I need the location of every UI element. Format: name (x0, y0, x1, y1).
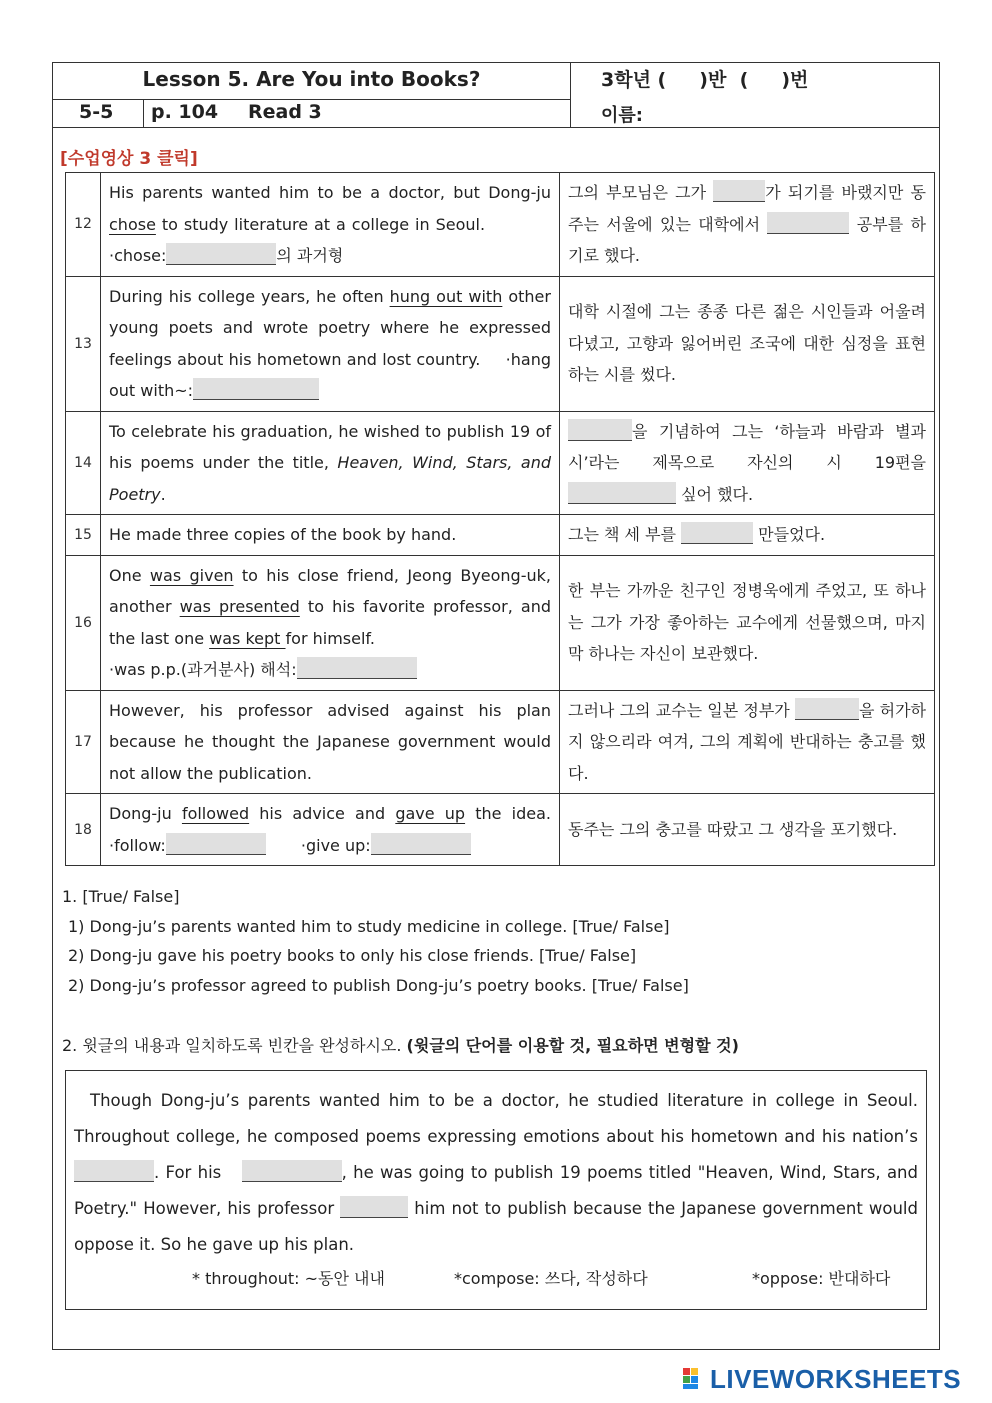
table-row (66, 555, 935, 690)
table-row (66, 515, 935, 556)
quiz-heading: 1. [True/ False] (62, 887, 180, 906)
korean-translation: 동주는 그의 충고를 따랐고 그 생각을 포기했다. (560, 794, 935, 866)
answer-blank[interactable] (568, 419, 632, 441)
page-reference: p. 104 (151, 101, 219, 123)
english-sentence: One was given to his close friend, Jeong Byeong-uk, another was presented to his favorite professor, and the last one was kept for himself. ·was p.p.(과거분사) 해석: (101, 555, 560, 690)
quiz-item[interactable]: 2) Dong-ju’s professor agreed to publish Dong-ju’s poetry books. [True/ False] (68, 975, 689, 995)
reading-table (65, 172, 935, 866)
answer-blank[interactable] (242, 1160, 342, 1182)
answer-blank[interactable] (166, 833, 266, 855)
table-row (66, 411, 935, 515)
table-row (66, 276, 935, 411)
name-label: 이름: (601, 105, 643, 126)
korean-translation: 그러나 그의 교수는 일본 정부가 을 허가하지 않으리라 여겨, 그의 계획에 반대하는 충고를 했다. (560, 690, 935, 794)
fill-in-note: (윗글의 단어를 이용할 것, 필요하면 변형할 것) (406, 1036, 739, 1055)
table-row (66, 690, 935, 794)
read-reference: Read 3 (248, 101, 322, 123)
gloss-compose: *compose: 쓰다, 작성하다 (454, 1269, 648, 1288)
grade-class-number: 3학년 ( )반 ( )번 (601, 69, 809, 91)
table-row (66, 794, 935, 866)
english-sentence: His parents wanted him to be a doctor, but Dong-ju chose to study literature at a college in Seoul. ·chose: 의 과거형 (101, 173, 560, 277)
english-sentence: However, his professor advised against his plan because he thought the Japanese government would not allow the publication. (101, 690, 560, 794)
answer-blank[interactable] (568, 482, 676, 504)
english-sentence: He made three copies of the book by hand. (101, 515, 560, 556)
row-number: 17 (66, 690, 101, 794)
english-sentence: During his college years, he often hung out with other young poets and wrote poetry where he expressed feelings about his hometown and lost country. ·hang out with~: (101, 276, 560, 411)
fill-in-heading: 2. 윗글의 내용과 일치하도록 빈칸을 완성하시오. (윗글의 단어를 이용할 것, 필요하면 변형할 것) (62, 1036, 739, 1055)
answer-blank[interactable] (193, 378, 319, 400)
korean-translation: 그의 부모님은 그가 가 되기를 바랬지만 동주는 서울에 있는 대학에서 공부를 하기로 했다. (560, 173, 935, 277)
lesson-code: 5-5 (79, 101, 114, 123)
liveworksheets-logo[interactable]: LIVEWORKSHEETS (710, 1364, 962, 1394)
answer-blank[interactable] (371, 833, 471, 855)
class-video-link[interactable]: [수업영상 3 클릭] (60, 149, 198, 169)
answer-blank[interactable] (166, 243, 276, 265)
korean-translation: 한 부는 가까운 친구인 정병욱에게 주었고, 또 하나는 그가 가장 좋아하는 교수에게 선물했으며, 마지막 하나는 자신이 보관했다. (560, 555, 935, 690)
row-number: 15 (66, 515, 101, 556)
worksheet-header (53, 63, 939, 128)
answer-blank[interactable] (713, 180, 765, 202)
english-sentence: To celebrate his graduation, he wished to publish 19 of his poems under the title, Heaven, Wind, Stars, and Poetry. (101, 411, 560, 515)
answer-blank[interactable] (297, 657, 417, 679)
table-row (66, 173, 935, 277)
summary-text: Though Dong-ju’s parents wanted him to be a doctor, he studied literature in college in Seoul. Throughout college, he composed poems expressing emotions about his hometown and his nation’s . For his , he was going to publish 19 poems titled "Heaven, Wind, Stars, and Poetry." However, his professor him not to publish because the Japanese government would oppose it. So he gave up his plan. (74, 1091, 918, 1254)
quiz-item[interactable]: 1) Dong-ju’s parents wanted him to study medicine in college. [True/ False] (68, 916, 670, 936)
answer-blank[interactable] (767, 212, 849, 234)
true-false-section (62, 882, 689, 1000)
english-sentence: Dong-ju followed his advice and gave up the idea. ·follow: ·give up: (101, 794, 560, 866)
answer-blank[interactable] (74, 1160, 154, 1182)
gloss-throughout: * throughout: ~동안 내내 (192, 1269, 385, 1288)
row-number: 16 (66, 555, 101, 690)
korean-translation: 그는 책 세 부를 만들었다. (560, 515, 935, 556)
row-number: 18 (66, 794, 101, 866)
korean-translation: 을 기념하여 그는 ‘하늘과 바람과 별과 시’라는 제목으로 자신의 시 19편을 싶어 했다. (560, 411, 935, 515)
answer-blank[interactable] (795, 698, 859, 720)
row-number: 12 (66, 173, 101, 277)
quiz-item[interactable]: 2) Dong-ju gave his poetry books to only his close friends. [True/ False] (68, 946, 637, 965)
lesson-title: Lesson 5. Are You into Books? (142, 67, 481, 91)
answer-blank[interactable] (340, 1196, 408, 1218)
row-number: 13 (66, 276, 101, 411)
row-number: 14 (66, 411, 101, 515)
answer-blank[interactable] (681, 522, 753, 544)
liveworksheets-logo-icon (683, 1368, 707, 1390)
gloss-oppose: *oppose: 반대하다 (752, 1269, 891, 1288)
korean-translation: 대학 시절에 그는 종종 다른 젊은 시인들과 어울려 다녔고, 고향과 잃어버린 조국에 대한 심정을 표현하는 시를 썼다. (560, 276, 935, 411)
